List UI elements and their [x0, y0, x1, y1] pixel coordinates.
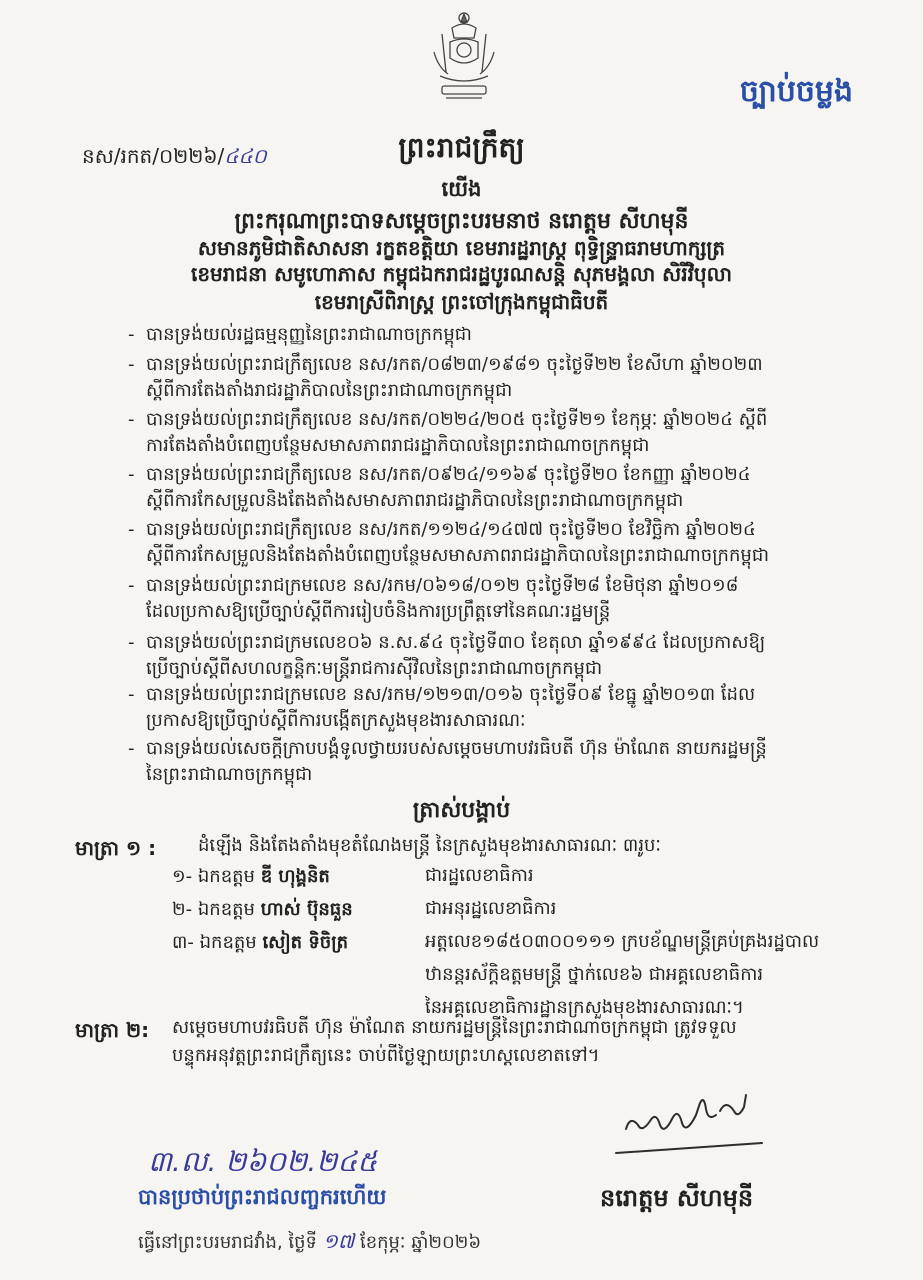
citation-line: ប្រកាសឱ្យប្រើច្បាប់ស្តីពីការបង្កើតក្រសួងមុខងារសាធារណៈ — [146, 710, 526, 731]
citation-item: - បានទ្រង់យល់ព្រះរាជក្រឹត្យលេខ នស/រកត/០៨២៣/១៩៨១ ចុះថ្ងៃទី២២ ខែសីហា ឆ្នាំ២០២៣ ស្តីពីការតែងតាំងរាជរដ្ឋាភិបាលនៃព្រះរាជាណាចក្រកម្ពុជា — [128, 352, 868, 404]
registration-number-handwritten: ៣.ល. ២៦០២.២៤៥ — [148, 1145, 378, 1178]
citation-line: នៃព្រះរាជាណាចក្រកម្ពុជា — [146, 764, 313, 785]
citation-line: បានទ្រង់យល់ព្រះរាជក្រឹត្យលេខ នស/រកត/០៨២៣/១៩៨១ ចុះថ្ងៃទី២២ ខែសីហា ឆ្នាំ២០២៣ — [146, 354, 763, 375]
article-1-label: មាត្រា ១ : — [75, 836, 157, 860]
citation-line: បានទ្រង់យល់ព្រះរាជក្រឹត្យលេខ នស/រកត/០៩២៤/១១៦៩ ចុះថ្ងៃទី២០ ខែកញ្ញា ឆ្នាំ២០២៤ — [146, 464, 751, 485]
citation-item: - បានទ្រង់យល់ព្រះរាជក្រឹត្យលេខ នស/រកត/០៩២៤/១១៦៩ ចុះថ្ងៃទី២០ ខែកញ្ញា ឆ្នាំ២០២៤ ស្តីពីការកែសម្រួលនិងតែងតាំងសមាសភាពរាជរដ្ឋាភិបាលនៃព្រះរាជាណាចក្រកម្ពុជា — [128, 462, 868, 514]
citation-line: បានទ្រង់យល់ព្រះរាជក្រមលេខ០៦ ន.ស.៩៤ ចុះថ្ងៃទី៣០ ខែតុលា ឆ្នាំ១៩៩៤ ដែលប្រកាសឱ្យ — [146, 632, 766, 653]
citation-line: បានទ្រង់យល់រដ្ឋធម្មនុញ្ញនៃព្រះរាជាណាចក្រកម្ពុជា — [146, 324, 472, 345]
citation-line: ដែលប្រកាសឱ្យប្រើច្បាប់ស្តីពីការរៀបចំនិងការប្រព្រឹត្តទៅនៃគណៈរដ្ឋមន្ត្រី — [146, 601, 611, 622]
king-title-line-4: ខេមរាស្រីពិរាស្ត្រ ព្រះចៅក្រុងកម្ពុជាធិបតី — [314, 290, 609, 314]
issue-day: ១៧ — [322, 1229, 355, 1253]
citation-line: ស្តីពីការកែសម្រួលនិងតែងតាំងសមាសភាពរាជរដ្ឋាភិបាលនៃព្រះរាជាណាចក្រកម្ពុជា — [146, 490, 684, 511]
reference-prefix: នស/រកត/០២២៦/ — [82, 144, 225, 168]
king-title-line-2: សមានភូមិជាតិសាសនា រក្ខតខត្តិយា ខេមរារដ្ឋរាស្ត្រ ពុទ្ធិន្ទ្រាធរាមហាក្សត្រ — [197, 236, 726, 260]
citation-item: - បានទ្រង់យល់ព្រះរាជក្រមលេខ នស/រកម/០៦១៨/០១២ ចុះថ្ងៃទី២៨ ខែមិថុនា ឆ្នាំ២០១៨ ដែលប្រកាសឱ្យប្រើច្បាប់ស្តីពីការរៀបចំនិងការប្រព្រឹត្តទៅនៃគណៈរដ្ឋមន្ត្រី — [128, 573, 868, 625]
certified-copy-stamp: ច្បាប់ចម្លង — [739, 74, 853, 109]
citation-item: - បានទ្រង់យល់ព្រះរាជក្រឹត្យលេខ នស/រកត/០២២៤/២០៥ ចុះថ្ងៃទី២១ ខែកុម្ភៈ ឆ្នាំ២០២៤ ស្តីពី ការតែងតាំងបំពេញបន្ថែមសមាសភាពរាជរដ្ឋាភិបាលនៃព្រះរាជាណាចក្រកម្ពុជា — [128, 407, 868, 459]
citation-item: - បានទ្រង់យល់រដ្ឋធម្មនុញ្ញនៃព្រះរាជាណាចក្រកម្ពុជា — [128, 322, 868, 348]
signatory-name: នរោត្តម សីហមុនី — [600, 1184, 754, 1212]
citation-line: បានទ្រង់យល់សេចក្តីក្រាបបង្គំទូលថ្វាយរបស់សម្តេចមហាបវរធិបតី ហ៊ុន ម៉ាណែត នាយករដ្ឋមន្ត្រី — [146, 738, 767, 759]
citation-item: - បានទ្រង់យល់ព្រះរាជក្រឹត្យលេខ នស/រកត/១១២៤/១៤៧៧ ចុះថ្ងៃទី២០ ខែវិច្ឆិកា ឆ្នាំ២០២៤ ស្តីពីការកែសម្រួលនិងតែងតាំងបំពេញបន្ថែមសមាសភាពរាជរដ្ឋាភិបាលនៃព្រះរាជាណាចក្រកម្ពុជា — [128, 517, 868, 569]
king-title-line-1: ព្រះករុណាព្រះបាទសម្ដេចព្រះបរមនាថ នរោត្តម សីហមុនី — [234, 209, 689, 234]
citation-line: បានទ្រង់យល់ព្រះរាជក្រឹត្យលេខ នស/រកត/១១២៤/១៤៧៧ ចុះថ្ងៃទី២០ ខែវិច្ឆិកា ឆ្នាំ២០២៤ — [146, 519, 756, 540]
decides-heading: ត្រាស់បង្គាប់ — [412, 798, 511, 823]
member-1-role: ជារដ្ឋលេខាធិការ — [425, 865, 534, 886]
citation-line: បានទ្រង់យល់ព្រះរាជក្រមលេខ នស/រកម/០៦១៨/០១២ ចុះថ្ងៃទី២៨ ខែមិថុនា ឆ្នាំ២០១៨ — [146, 575, 739, 596]
member-2-role: ជាអនុរដ្ឋលេខាធិការ — [425, 898, 557, 919]
royal-signature — [612, 1085, 782, 1165]
king-title-line-3: ខេមរាជនា សមូហោភាស កម្ពុជឯករាជរដ្ឋបូរណសន្តិ សុភមង្គលា សិរីវិបុលា — [190, 262, 733, 286]
member-3-name: សៀត ទិចិត្រ — [262, 932, 349, 953]
citation-item: - បានទ្រង់យល់ព្រះរាជក្រមលេខ០៦ ន.ស.៩៤ ចុះថ្ងៃទី៣០ ខែតុលា ឆ្នាំ១៩៩៤ ដែលប្រកាសឱ្យ ប្រើច្បាប់ស្តីពីសហលក្ខន្តិកៈមន្ត្រីរាជការស៊ីវិលនៃព្រះរាជាណាចក្រកម្ពុជា — [128, 630, 868, 682]
citation-line: ស្តីពីការកែសម្រួលនិងតែងតាំងបំពេញបន្ថែមសមាសភាពរាជរដ្ឋាភិបាលនៃព្រះរាជាណាចក្រកម្ពុជា — [146, 545, 769, 566]
article-2-label: មាត្រា ២: — [75, 1018, 150, 1042]
reference-handwritten: ៤៤០ — [224, 144, 267, 168]
article-1-text: ដំឡើង និងតែងតាំងមុខតំណែងមន្ត្រី នៃក្រសួងមុខងារសាធារណៈ ៣រូបៈ — [198, 835, 661, 856]
citation-line: ស្តីពីការតែងតាំងរាជរដ្ឋាភិបាលនៃព្រះរាជាណាចក្រកម្ពុជា — [146, 380, 513, 401]
article-2-text: សម្តេចមហាបវរធិបតី ហ៊ុន ម៉ាណែត នាយករដ្ឋមន្ត្រីនៃព្រះរាជាណាចក្រកម្ពុជា ត្រូវទទួល បន្ទុកអនុវត្តព្រះរាជក្រឹត្យនេះ ចាប់ពីថ្ងៃឡាយព្រះហស្តលេខាតទៅ។ — [172, 1017, 737, 1066]
citation-item: - បានទ្រង់យល់សេចក្តីក្រាបបង្គំទូលថ្វាយរបស់សម្តេចមហាបវរធិបតី ហ៊ុន ម៉ាណែត នាយករដ្ឋមន្ត្រី នៃព្រះរាជាណាចក្រកម្ពុជា — [128, 736, 868, 788]
document-title: ព្រះរាជក្រឹត្យ — [398, 131, 525, 164]
issue-date: ធ្វើនៅព្រះបរមរាជវាំង, ថ្ងៃទី ១៧ ខែកុម្ភៈ ឆ្នាំ២០២៦ — [138, 1229, 482, 1253]
citation-line: បានទ្រង់យល់ព្រះរាជក្រឹត្យលេខ នស/រកត/០២២៤/២០៥ ចុះថ្ងៃទី២១ ខែកុម្ភៈ ឆ្នាំ២០២៤ ស្តីពី — [146, 409, 768, 430]
member-2: ២- ឯកឧត្តម ហាស់ ប៊ុនធួន — [172, 899, 353, 920]
citation-item: - បានទ្រង់យល់ព្រះរាជក្រមលេខ នស/រកម/១២១៣/០១៦ ចុះថ្ងៃទី០៩ ខែធ្នូ ឆ្នាំ២០១៣ ដែល ប្រកាសឱ្យប្រើច្បាប់ស្តីពីការបង្កើតក្រសួងមុខងារសាធារណៈ — [128, 682, 868, 734]
royal-coat-of-arms-icon — [424, 12, 504, 112]
member-1: ១- ឯកឧត្តម ឌី ហុង្គនិត — [172, 866, 330, 887]
member-2-name: ហាស់ ប៊ុនធួន — [260, 899, 353, 920]
citation-line: បានទ្រង់យល់ព្រះរាជក្រមលេខ នស/រកម/១២១៣/០១៦ ចុះថ្ងៃទី០៩ ខែធ្នូ ឆ្នាំ២០១៣ ដែល — [146, 684, 756, 705]
member-1-name: ឌី ហុង្គនិត — [260, 866, 330, 887]
citation-line: ប្រើច្បាប់ស្តីពីសហលក្ខន្តិកៈមន្ត្រីរាជការស៊ីវិលនៃព្រះរាជាណាចក្រកម្ពុជា — [146, 658, 603, 679]
we-heading: យើង — [441, 177, 482, 201]
member-3: ៣- ឯកឧត្តម សៀត ទិចិត្រ — [172, 932, 349, 953]
royal-seal-stamp: បានប្រថាប់ព្រះរាជលញ្ចករហើយ — [138, 1185, 387, 1209]
member-3-role: អត្តលេខ១៨៥០៣០០១១១ ក្របខ័ណ្ឌមន្ត្រីគ្រប់គ្រងរដ្ឋបាល ឋានន្តរស័ក្តិឧត្តមមន្ត្រី ថ្នាក់លេខ៦ ជាអគ្គលេខាធិការ នៃអគ្គលេខាធិការដ្ឋានក្រសួងមុខងារសាធារណៈ។ — [425, 931, 820, 1018]
citation-line: ការតែងតាំងបំពេញបន្ថែមសមាសភាពរាជរដ្ឋាភិបាលនៃព្រះរាជាណាចក្រកម្ពុជា — [146, 435, 650, 456]
